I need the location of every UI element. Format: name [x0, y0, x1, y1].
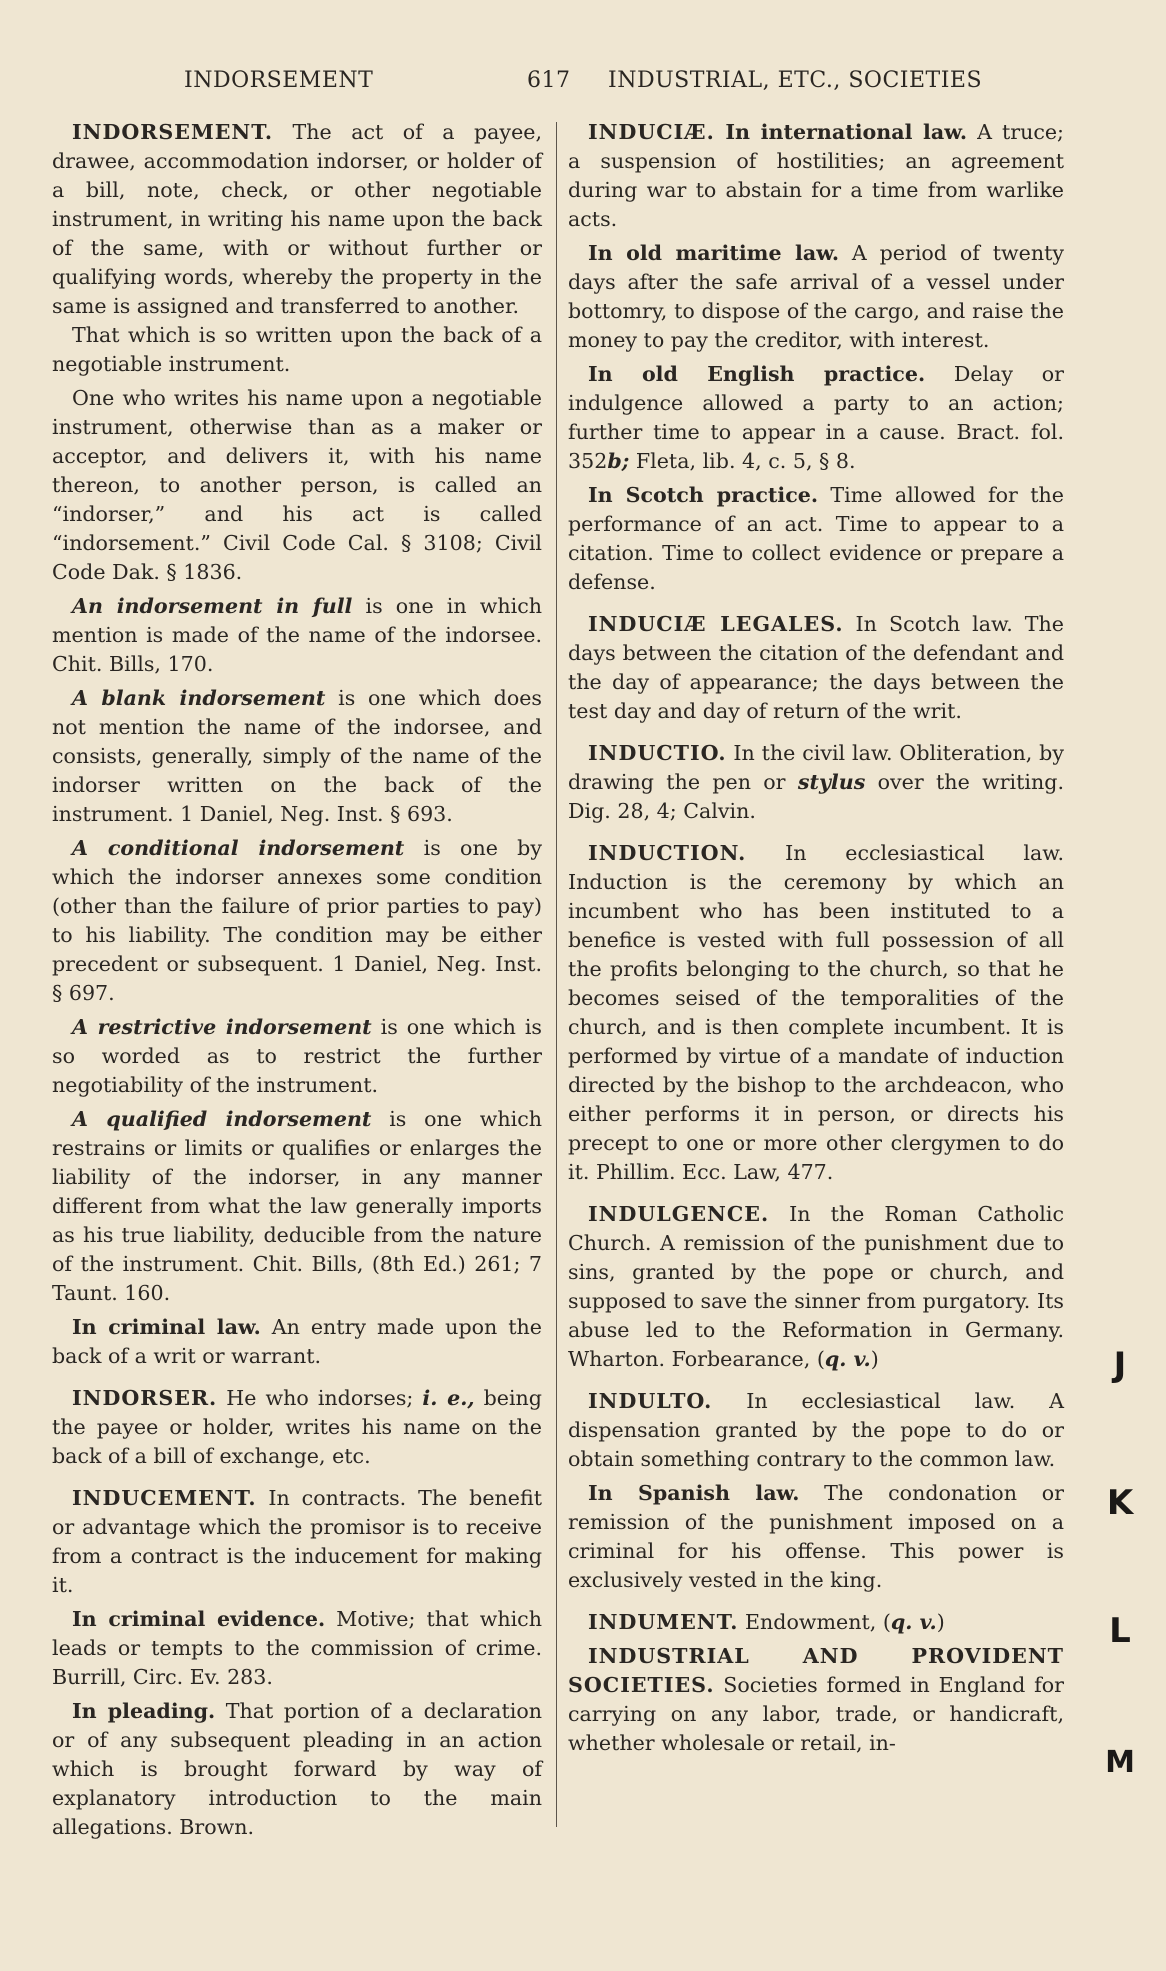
entry-indulto: INDULTO. In ecclesiastical law. A dispensation granted by the pope to do or obtain something contrary to the common law. — [568, 1389, 1064, 1471]
entry-indorsement-definition: INDORSEMENT. The act of a payee, drawee, accommodation indorser, or holder of a bill, note, check, or other negotiable instrument, in writing his name upon the back of the same, with or without further or qualifying words, whereby the property in the same is assigned and transferred to another. — [52, 120, 542, 318]
thumb-tab-j[interactable]: J — [1113, 1345, 1127, 1385]
induciae-maritime-law: In old maritime law. A period of twenty days after the safe arrival of a vessel under bottomry, to dispose of the cargo, and raise the money to pay the creditor, with interest. — [568, 241, 1064, 352]
indorsement-sense-2: That which is so written upon the back of a negotiable instrument. — [52, 323, 542, 376]
qualified-indorsement: A qualified indorsement is one which restrains or limits or qualifies or enlarges the liability of the indorser, in any manner different from what the law generally imports as his true liability, deducible from the nature of the instrument. Chit. Bills, (8th Ed.) 261; 7 Taunt. 160. — [52, 1107, 542, 1305]
entry-indorser: INDORSER. He who indorses; i. e., being the payee or holder, writes his name on the back of a bill of exchange, etc. — [52, 1386, 542, 1468]
induciae-scotch-practice: In Scotch practice. Time allowed for the performance of an act. Time to appear to a citation. Time to collect evidence or prepare a defense. — [568, 483, 1064, 594]
blank-indorsement: A blank indorsement is one which does not mention the name of the indorsee, and consists, generally, simply of the name of the indorser written on the back of the instrument. 1 Daniel, Neg. Inst. § 693. — [52, 686, 542, 826]
entry-indulgence: INDULGENCE. In the Roman Catholic Church. A remission of the punishment due to sins, granted by the pope or church, and supposed to save the sinner from purgatory. Its abuse led to the Reformation in Germany. Wharton. Forbearance, (q. v.) — [568, 1202, 1064, 1371]
inducement-pleading: In pleading. That portion of a declaration or of any subsequent pleading in an action which is brought forward by way of explanatory introduction to the main allegations. Brown. — [52, 1699, 542, 1839]
headword-induciae-legales: INDUCIÆ LEGALES. — [588, 612, 844, 636]
induciae-english-practice: In old English practice. Delay or indulgence allowed a party to an action; further time to appear in a cause. Bract. fol. 352b; Fleta, lib. 4, c. 5, § 8. — [568, 362, 1064, 473]
restrictive-indorsement: A restrictive indorsement is one which is so worded as to restrict the further negotiability of the instrument. — [52, 1015, 542, 1097]
column-divider — [556, 122, 557, 1827]
headword-indulto: INDULTO. — [588, 1389, 713, 1413]
headword-induciae: INDUCIÆ. — [588, 120, 715, 144]
thumb-tab-l[interactable]: L — [1109, 1611, 1131, 1651]
headword-indulgence: INDULGENCE. — [588, 1202, 770, 1226]
running-head-left: INDORSEMENT — [184, 68, 374, 93]
headword-inducement: INDUCEMENT. — [72, 1486, 257, 1510]
headword-induction: INDUCTION. — [588, 841, 747, 865]
headword-inductio: INDUCTIO. — [588, 741, 727, 765]
inducement-criminal-evidence: In criminal evidence. Motive; that which leads or tempts to the commission of crime. Burrill, Circ. Ev. 283. — [52, 1607, 542, 1689]
headword-indorsement: INDORSEMENT. — [72, 120, 274, 144]
entry-industrial-societies: INDUSTRIAL AND PROVIDENT SOCIETIES. Societies formed in England for carrying on any labor, trade, or handicraft, whether wholesale or retail, in- — [568, 1644, 1064, 1755]
headword-indorser: INDORSER. — [72, 1386, 218, 1410]
page-number: 617 — [527, 68, 571, 93]
indulto-spanish-law: In Spanish law. The condonation or remission of the punishment imposed on a criminal for his offense. This power is exclusively vested in the king. — [568, 1481, 1064, 1592]
thumb-tab-m[interactable]: M — [1105, 1745, 1135, 1780]
running-head-right: INDUSTRIAL, ETC., SOCIETIES — [608, 68, 983, 93]
left-column — [52, 118, 542, 1842]
entry-induction: INDUCTION. In ecclesiastical law. Induction is the ceremony by which an incumbent who has been instituted to a benefice is vested with full possession of all the profits belonging to the church, so that he becomes seised of the temporalities of the church, and is then complete incumbent. It is performed by virtue of a mandate of induction directed by the bishop to the archdeacon, who either performs it in person, or directs his precept to one or more other clergymen to do it. Phillim. Ecc. Law, 477. — [568, 841, 1064, 1184]
indorsement-sense-3: One who writes his name upon a negotiable instrument, otherwise than as a maker or acceptor, and delivers it, with his name thereon, to another person, is called an “indorser,” and his act is called “indorsement.” Civil Code Cal. § 3108; Civil Code Dak. § 1836. — [52, 386, 542, 584]
headword-industrial-societies: INDUSTRIAL AND PROVIDENT SOCIETIES. — [568, 1644, 1064, 1697]
entry-induciae: INDUCIÆ. In international law. A truce; a suspension of hostilities; an agreement during war to abstain for a time from warlike acts. — [568, 120, 1064, 231]
entry-inductio: INDUCTIO. In the civil law. Obliteration, by drawing the pen or stylus over the writing. Dig. 28, 4; Calvin. — [568, 741, 1064, 823]
right-column — [568, 118, 1064, 1758]
thumb-tab-k[interactable]: K — [1106, 1483, 1134, 1523]
entry-indument: INDUMENT. Endowment, (q. v.) — [588, 1610, 945, 1634]
headword-indument: INDUMENT. — [588, 1610, 739, 1634]
entry-inducement: INDUCEMENT. In contracts. The benefit or advantage which the promisor is to receive from a contract is the inducement for making it. — [52, 1486, 542, 1597]
conditional-indorsement: A conditional indorsement is one by which the indorser annexes some condition (other than the failure of prior parties to pay) to his liability. The condition may be either precedent or subsequent. 1 Daniel, Neg. Inst. § 697. — [52, 836, 542, 1005]
indorsement-criminal-law: In criminal law. An entry made upon the back of a writ or warrant. — [52, 1315, 542, 1368]
indorsement-in-full: An indorsement in full is one in which mention is made of the name of the indorsee. Chit. Bills, 170. — [52, 594, 543, 676]
entry-induciae-legales: INDUCIÆ LEGALES. In Scotch law. The days between the citation of the defendant and the day of appearance; the days between the test day and day of return of the writ. — [568, 612, 1064, 723]
